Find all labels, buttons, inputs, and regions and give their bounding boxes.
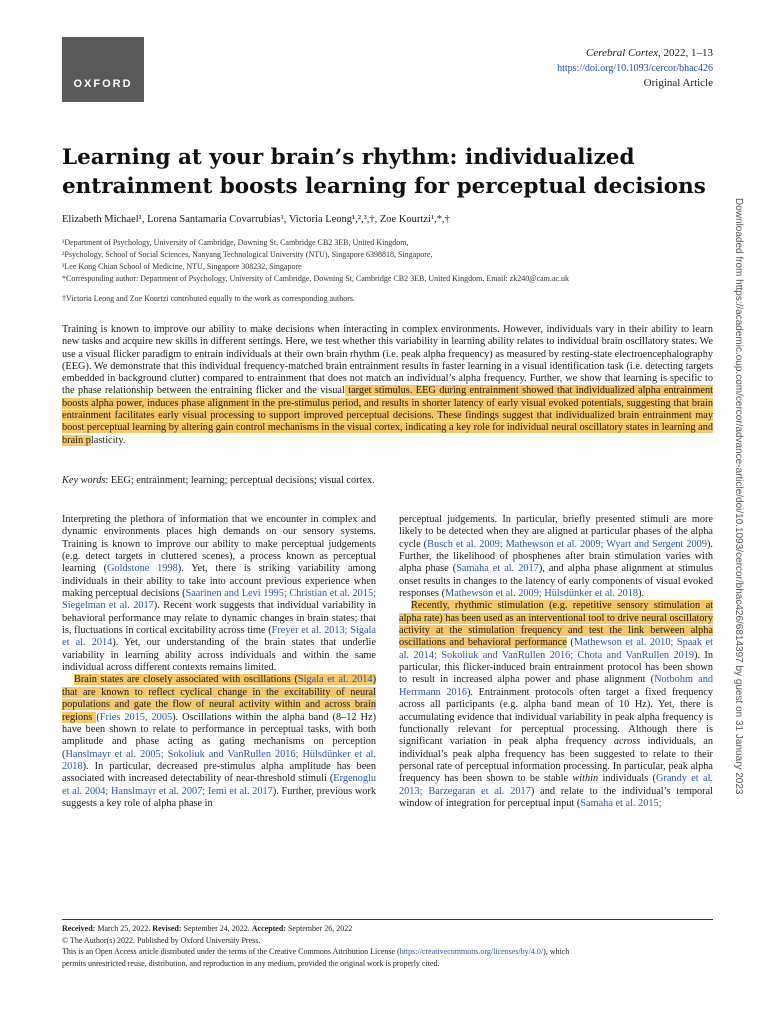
- citation-link[interactable]: Samaha et al. 2015;: [580, 797, 662, 809]
- paragraph: [399, 600, 713, 810]
- article-type: Original Article: [643, 77, 713, 89]
- affiliations: [62, 237, 722, 285]
- paragraph: [399, 514, 713, 600]
- body-column-right: [399, 514, 713, 810]
- abstract: [62, 324, 713, 447]
- author[interactable]: , Lorena Santamaria Covarrubias¹: [142, 214, 284, 225]
- text: ) and relate to the individual’s temporal window of integration for perceptual input (: [399, 785, 713, 809]
- text: individuals, an individual’s peak alpha frequency has been suggested to relate to their personal rate of perceptual information processing. In particular, peak alpha frequency has been shown to be stable: [399, 736, 713, 785]
- text: ). Further, the likelihood of phosphenes after brain stimulation varies with alpha phase (: [399, 538, 713, 575]
- abstract-text-tail: lasticity.: [90, 434, 126, 446]
- text: This is an Open Access article distributed under the terms of the Creative Commons Attribution License (: [62, 947, 400, 957]
- accepted-date: September 26, 2022: [285, 924, 353, 933]
- oxford-logo: [62, 37, 144, 102]
- copyright: © The Author(s) 2022. Published by Oxford University Press.: [62, 935, 261, 945]
- citation-link[interactable]: Ergenoglu et al. 2004; Hanslmayr et al. 2007; Iemi et al. 2017: [62, 773, 376, 797]
- article-title: Learning at your brain’s rhythm: individualized entrainment boosts learning for perceptual decisions: [62, 145, 706, 199]
- text: ). Yet, there is striking variability among individuals in their ability to take into account previous experience when making perceptual decisions (: [62, 563, 376, 600]
- highlight: Recently, rhythmic stimulation (e.g. repetitive sensory stimulation at alpha rate) has been used as an interventional tool to drive neural oscillatory activity at the stimulation frequency and test the link between alpha oscillations and behavioral performance: [399, 600, 713, 649]
- download-note: Downloaded from https://academic.oup.com/cercor/advance-article/doi/10.1093/cercor/bhac426/6814397 by guest on 31 January 2023: [733, 198, 744, 795]
- revised-label: Revised:: [152, 924, 182, 933]
- text: ) that are known to reflect cyclical change in the excitability of neural populations and gate the flow of neural activity within and across brain regions: [62, 674, 376, 723]
- citation-link[interactable]: Grandy et al. 2013; Barzegaran et al. 2017: [399, 773, 714, 797]
- footer-rule: [62, 919, 713, 920]
- text: ).: [638, 588, 645, 600]
- affiliation: ³Lee Kong Chian School of Medicine, NTU, Singapore 308232, Singapore: [62, 262, 302, 271]
- citation-link[interactable]: Goldstone 1998: [107, 563, 178, 575]
- received-label: Received:: [62, 924, 96, 933]
- text: Interpreting the plethora of information that we encounter in complex and dynamic environments places high demands on our sensory systems. Training is known to improve our ability to make perceptual judgements (e.g. detect targets in cluttered scenes), a process known as perceptual learning (: [62, 514, 376, 575]
- citation-link[interactable]: Notbohm and Herrmann 2016: [399, 674, 713, 698]
- citation-link[interactable]: Busch et al. 2009; Mathewson et al. 2009; Wyart and Sergent 2009: [427, 538, 707, 550]
- citation-link[interactable]: Mathewson et al. 2009; Hülsdünker et al. 2018: [445, 588, 639, 600]
- abstract-text: Training is known to improve our ability to make decisions when interacting in complex environments. However, individuals vary in their ability to learn new tasks and acquire new skills in different settings. Here, we test whether this variability in learning ability relates to individual brain oscillatory states. We use a visual flicker paradigm to entrain individuals at their own brain rhythm (i.e. peak alpha frequency) as measured by resting-state electroencephalography (EEG). We demonstrate that this individual frequency-matched brain entrainment results in faster learning in a visual identification task (i.e. detecting targets embedded in background clutter) compared to entrainment that does not match an individual’s alpha frequency. Further, we show that learning is specific to the phase relationship between the entraining flicker and the visual: [62, 324, 713, 397]
- text: ). Further, previous work suggests a key role of alpha phase in: [62, 785, 376, 809]
- article-dates: [62, 923, 722, 935]
- author[interactable]: , Victoria Leong¹,²,³,†: [284, 214, 375, 225]
- logo-text: OXFORD: [73, 78, 133, 90]
- affiliation: ¹Department of Psychology, University of Cambridge, Downing St, Cambridge CB2 3EB, United Kingdom,: [62, 238, 409, 247]
- citation-link[interactable]: Saarinen and Levi 1995; Christian et al. 2015; Siegelman et al. 2017: [62, 588, 376, 612]
- keywords-text: : EEG; entrainment; learning; perceptual decisions; visual cortex.: [105, 475, 375, 486]
- citation-link[interactable]: Fries 2015, 2005: [99, 711, 173, 723]
- citation-link[interactable]: Samaha et al. 2017: [456, 563, 539, 575]
- text: ). Entrainment protocols often target a fixed frequency across all participants (e.g. alpha band mean of 10 Hz). Yet, there is accumulating evidence that individual variability in peak alpha frequency is functionally relevant for perceptual processing. Although there is significant variation in peak alpha frequency: [399, 686, 713, 748]
- affiliation: ²Psychology, School of Social Sciences, Nanyang Technological University (NTU), Singapore 6398818, Singapore,: [62, 250, 433, 259]
- text: ). In particular, decreased pre-stimulus alpha amplitude has been associated with increased detectability of near-threshold stimuli (: [62, 760, 376, 785]
- text: (: [566, 637, 574, 649]
- text: ). Oscillations within the alpha band (8–12 Hz) have been shown to relate to performance in perceptual tasks, with both amplitude and phase acting as gating mechanisms on perception (: [62, 711, 376, 760]
- journal-name: Cerebral Cortex: [586, 47, 658, 59]
- text: Brain states are closely associated with oscillations (: [74, 674, 298, 686]
- citation-link[interactable]: Mathewson et al. 2010; Spaak et al. 2014; Sokoliuk and VanRullen 2016; Chota and VanRullen 2019: [399, 637, 713, 661]
- contribution-note: †Victoria Leong and Zoe Kourtzi contributed equally to the work as corresponding authors.: [62, 294, 355, 303]
- paragraph: [62, 674, 376, 810]
- text: (: [96, 711, 100, 723]
- download-watermark: [732, 198, 744, 828]
- text: ). In particular, this flicker-induced brain entrainment protocol has been shown to result in increased alpha power and phase alignment (: [399, 649, 714, 686]
- revised-date: September 24, 2022.: [181, 924, 252, 933]
- keywords-label: Key words: [62, 475, 106, 486]
- license-line: [62, 946, 722, 958]
- journal-issue: , 2022, 1–13: [658, 47, 713, 59]
- author[interactable]: , Zoe Kourtzi¹,*,†: [375, 214, 450, 225]
- text: ). Recent work suggests that individual variability in behavioral performance may relate to dynamic changes in brain states; that is, fluctuations in cortical excitability across time (: [62, 600, 376, 637]
- doi-link[interactable]: https://doi.org/10.1093/cercor/bhac426: [557, 63, 713, 74]
- emphasis: across: [613, 736, 641, 748]
- author-list: [62, 214, 712, 225]
- text: ), which: [543, 947, 570, 957]
- license-link[interactable]: https://creativecommons.org/licenses/by/4.0/: [399, 947, 544, 957]
- citation-link[interactable]: Hanslmayr et al. 2005; Sokoliuk and VanRullen 2016; Hülsdünker et al. 2018: [62, 748, 376, 772]
- text: individuals (: [598, 773, 656, 785]
- received-date: March 25, 2022.: [95, 924, 153, 933]
- author[interactable]: Elizabeth Michael¹: [62, 214, 142, 225]
- footer: [62, 923, 722, 970]
- corresponding-author: *Corresponding author: Department of Psychology, University of Cambridge, Downing St, Cambridge CB2 3EB, United Kingdom. Email: zk240@cam.ac.uk: [62, 274, 569, 283]
- paragraph: [62, 514, 376, 674]
- citation-link[interactable]: Sigala et al. 2014: [297, 674, 373, 686]
- text: ), and alpha phase alignment at stimulus onset results in changes to the latency of early components of visual evoked responses (: [399, 563, 713, 600]
- keywords: [62, 475, 713, 486]
- journal-meta: [557, 46, 713, 91]
- license-terms: permits unrestricted reuse, distribution, and reproduction in any medium, provided the original work is properly cited.: [62, 959, 440, 969]
- body-column-left: [62, 514, 376, 810]
- citation-link[interactable]: Freyer et al. 2013; Sigala et al. 2014: [62, 625, 376, 649]
- text: ). Yet, our understanding of the brain states that underlie variability in learning ability across individuals and within the same individual across different contexts remains limited.: [62, 637, 376, 674]
- abstract-highlight: target stimulus. EEG during entrainment showed that individualized alpha entrainment boosts alpha power, induces phase alignment in the pre-stimulus period, and results in shorter latency of early visual evoked potentials, suggesting that brain entrainment facilitates early visual processing to support improved perceptual decisions. These findings suggest that individualized brain entrainment may boost perceptual learning by altering gain control mechanisms in the visual cortex, indicating a key role for individual neural oscillatory states in learning and brain p: [62, 385, 713, 446]
- emphasis: within: [572, 773, 599, 785]
- text: perceptual judgements. In particular, briefly presented stimuli are more likely to be detected when they are aligned at particular phases of the alpha cycle (: [399, 514, 713, 550]
- accepted-label: Accepted:: [251, 924, 286, 933]
